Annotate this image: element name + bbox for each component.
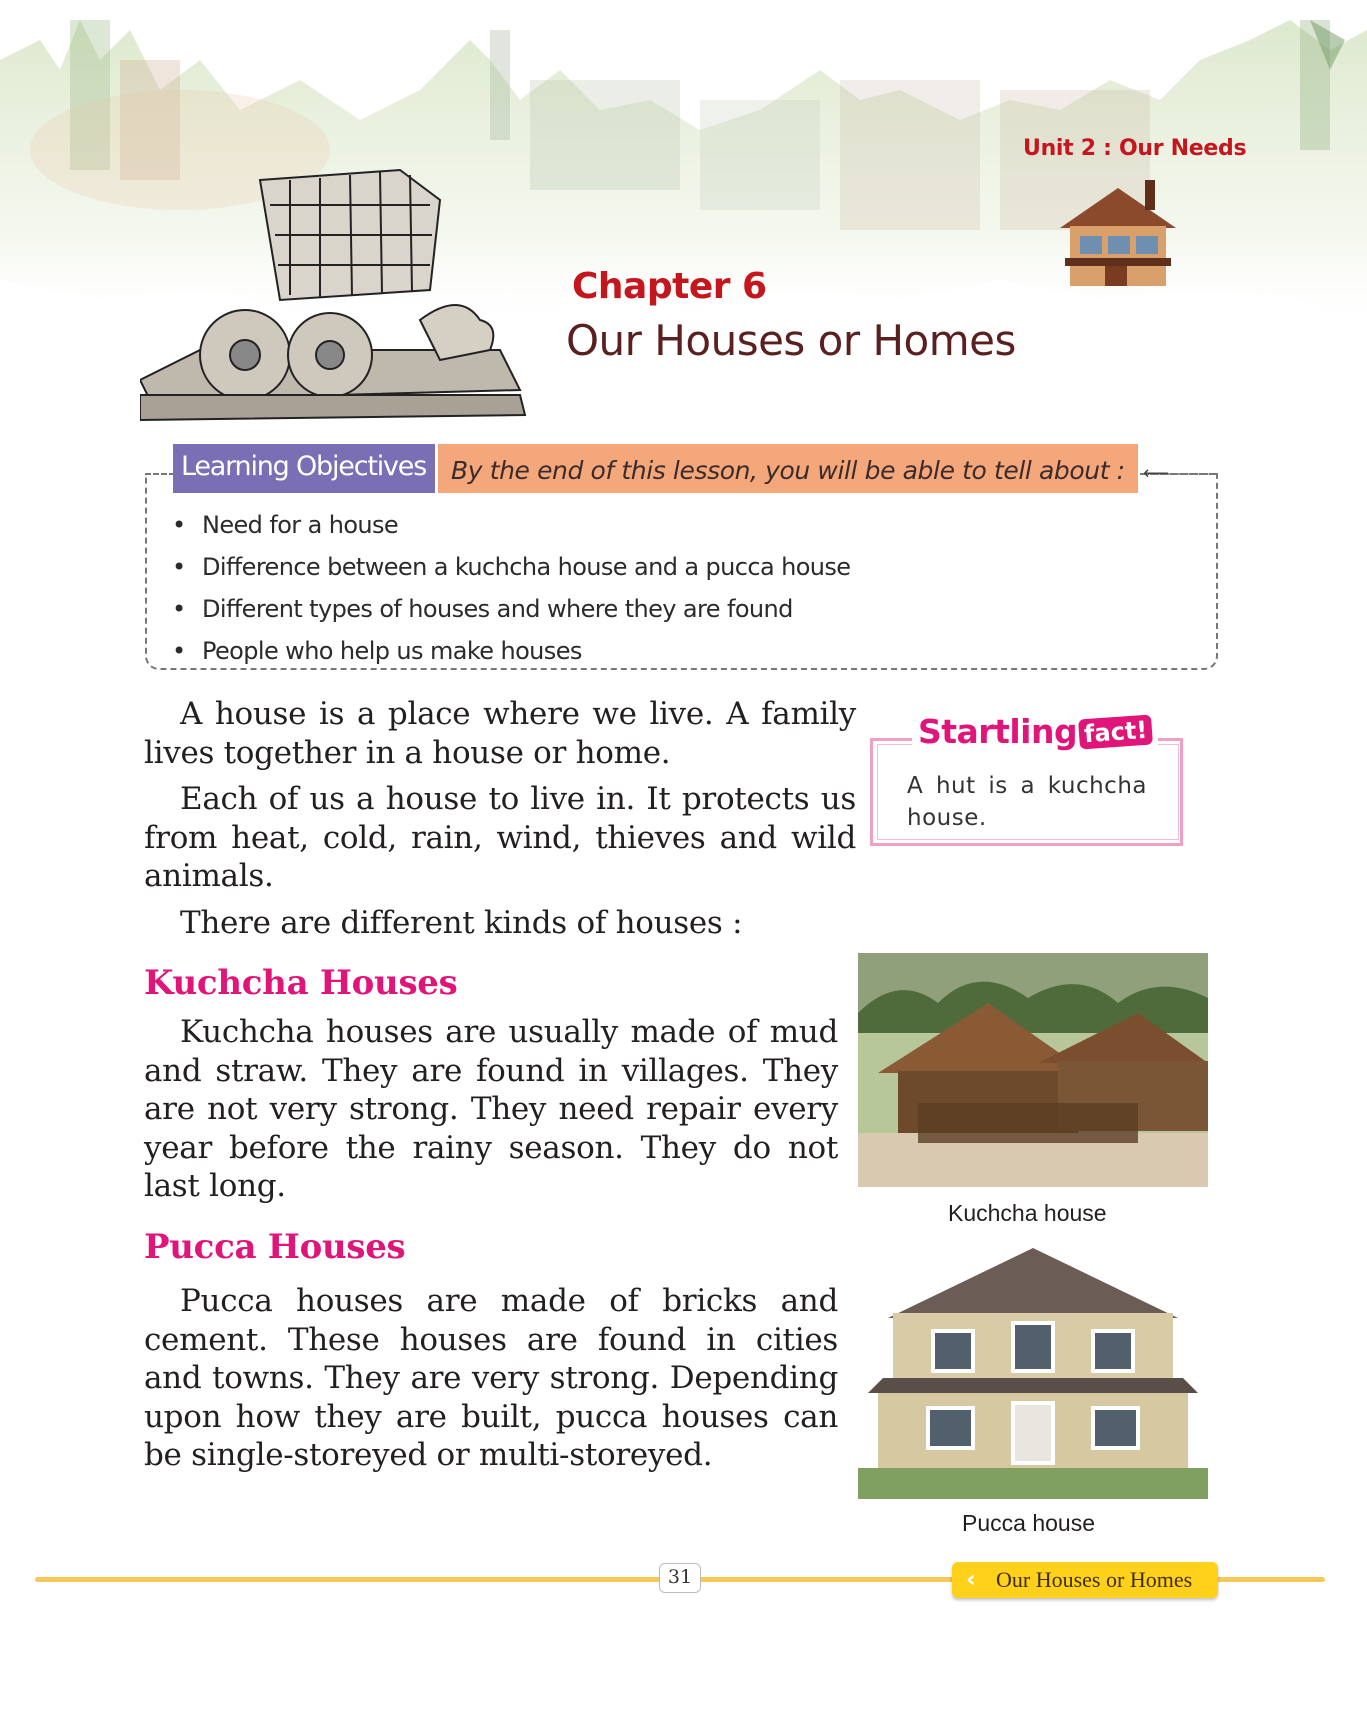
intro-paragraph-1: A house is a place where we live. A family lives together in a house or home.	[144, 696, 856, 771]
kuchcha-house-photo	[858, 953, 1208, 1187]
page-number: 31	[659, 1563, 701, 1593]
pucca-house-caption: Pucca house	[962, 1510, 1095, 1536]
startling-fact-header	[912, 712, 1158, 751]
list-item: • Different types of houses and where they are found	[172, 588, 850, 630]
bullet-icon: •	[172, 595, 186, 623]
kuchcha-paragraph: Kuchcha houses are usually made of mud and straw. They are found in villages. They are not very strong. They need repair every year before the rainy season. They do not last long.	[144, 1014, 838, 1204]
learning-objectives-intro: By the end of this lesson, you will be able to tell about :	[438, 444, 1138, 493]
pucca-heading: Pucca Houses	[144, 1227, 406, 1267]
objectives-list	[172, 504, 850, 672]
footer-chapter-tab: Our Houses or Homes	[952, 1562, 1218, 1598]
chapter-number: Chapter 6	[572, 266, 767, 307]
chevron-left-icon: ‹	[966, 1565, 976, 1593]
stone-chariot-illustration	[140, 150, 570, 430]
pucca-paragraph: Pucca houses are made of bricks and cement. These houses are found in cities and towns. They are very strong. Depending upon how they are built, pucca houses can be single-storeyed or multi-storeyed.	[144, 1283, 838, 1473]
list-item: • Difference between a kuchcha house and a pucca house	[172, 546, 850, 588]
house-icon	[1050, 178, 1186, 294]
list-item: • People who help us make houses	[172, 630, 850, 672]
unit-label: Unit 2 : Our Needs	[1023, 136, 1247, 161]
kuchcha-house-caption: Kuchcha house	[948, 1200, 1107, 1226]
kuchcha-heading: Kuchcha Houses	[144, 963, 458, 1003]
bullet-icon: •	[172, 553, 186, 581]
pucca-house-photo	[858, 1243, 1208, 1499]
arrow-icon: ⟵	[1143, 463, 1169, 484]
intro-paragraph-2: Each of us a house to live in. It protects us from heat, cold, rain, wind, thieves and wild animals.	[144, 781, 856, 894]
startling-fact-text: A hut is a kuchcha house.	[907, 773, 1147, 831]
fact-badge: fact!	[1078, 714, 1153, 749]
intro-paragraph-3: There are different kinds of houses :	[180, 905, 743, 941]
chapter-title: Our Houses or Homes	[566, 316, 1016, 365]
list-item: • Need for a house	[172, 504, 850, 546]
bullet-icon: •	[172, 637, 186, 665]
bullet-icon: •	[172, 511, 186, 539]
learning-objectives-tab: Learning Objectives	[173, 444, 435, 493]
startling-fact-title: Startling	[918, 712, 1078, 751]
